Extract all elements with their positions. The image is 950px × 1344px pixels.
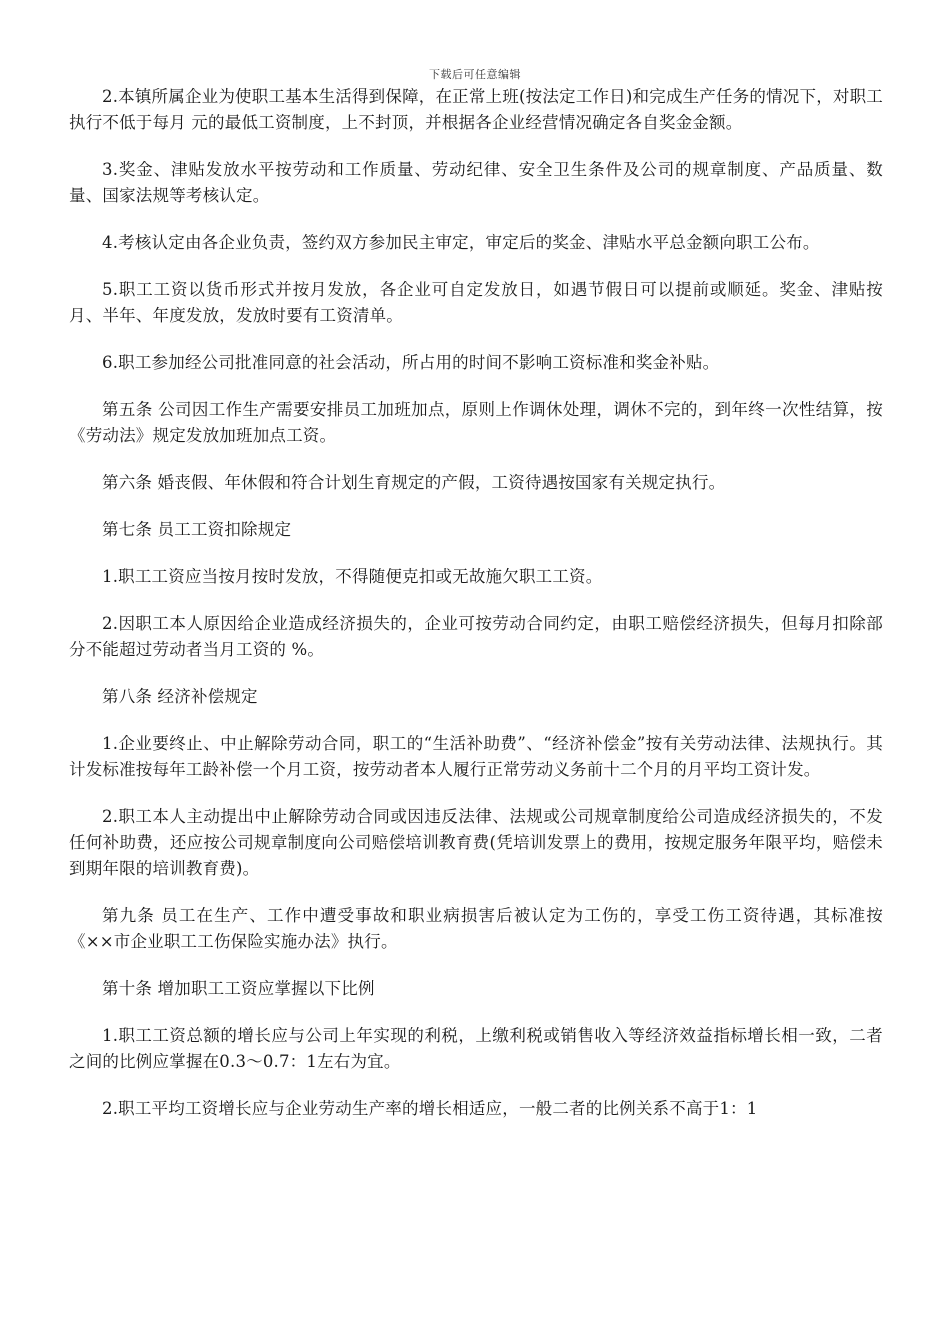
article-8-heading: 第八条 经济补偿规定 bbox=[102, 687, 258, 706]
paragraph-item-2-min-wage: 2.本镇所属企业为使职工基本生活得到保障，在正常上班(按法定工作日)和完成生产任务的情况下，对职工执行不低于每月 元的最低工资制度，上不封顶，并根据各企业经营情况确定各自奖金金额。 bbox=[69, 87, 883, 132]
article-8-item-2: 2.职工本人主动提出中止解除劳动合同或因违反法律、法规或公司规章制度给公司造成经济损失的，不发任何补助费，还应按公司规章制度向公司赔偿培训教育费(凭培训发票上的费用，按规定服务年限平均，赔偿未到期年限的培训教育费)。 bbox=[69, 807, 883, 878]
paragraph-item-5-payment: 5.职工工资以货币形式并按月发放，各企业可自定发放日，如遇节假日可以提前或顺延。奖金、津贴按月、半年、年度发放，发放时要有工资清单。 bbox=[69, 280, 883, 325]
paragraph-item-4-assessment: 4.考核认定由各企业负责，签约双方参加民主审定，审定后的奖金、津贴水平总金额向职工公布。 bbox=[102, 233, 820, 252]
header-note: 下载后可任意编辑 bbox=[429, 68, 521, 81]
article-9-injury: 第九条 员工在生产、工作中遭受事故和职业病损害后被认定为工伤的，享受工伤工资待遇，其标准按《××市企业职工工伤保险实施办法》执行。 bbox=[69, 906, 883, 951]
article-5-overtime: 第五条 公司因工作生产需要安排员工加班加点，原则上作调休处理，调休不完的，到年终一次性结算，按《劳动法》规定发放加班加点工资。 bbox=[69, 400, 883, 445]
article-10-item-2: 2.职工平均工资增长应与企业劳动生产率的增长相适应，一般二者的比例关系不高于1：1 bbox=[102, 1099, 758, 1118]
article-10-item-1: 1.职工工资总额的增长应与公司上年实现的利税，上缴利税或销售收入等经济效益指标增长相一致，二者之间的比例应掌握在0.3～0.7：1左右为宜。 bbox=[69, 1026, 883, 1071]
article-8-item-1: 1.企业要终止、中止解除劳动合同，职工的“生活补助费”、“经济补偿金”按有关劳动法律、法规执行。其计发标准按每年工龄补偿一个月工资，按劳动者本人履行正常劳动义务前十二个月的月平均工资计发。 bbox=[69, 734, 883, 779]
paragraph-item-6-social-activity: 6.职工参加经公司批准同意的社会活动，所占用的时间不影响工资标准和奖金补贴。 bbox=[102, 353, 720, 372]
paragraph-item-3-bonus-level: 3.奖金、津贴发放水平按劳动和工作质量、劳动纪律、安全卫生条件及公司的规章制度、产品质量、数量、国家法规等考核认定。 bbox=[69, 160, 883, 205]
article-10-heading: 第十条 增加职工工资应掌握以下比例 bbox=[102, 979, 375, 998]
article-7-item-2: 2.因职工本人原因给企业造成经济损失的，企业可按劳动合同约定，由职工赔偿经济损失，但每月扣除部分不能超过劳动者当月工资的 %。 bbox=[69, 614, 883, 659]
article-7-heading: 第七条 员工工资扣除规定 bbox=[102, 520, 292, 539]
article-6-leave: 第六条 婚丧假、年休假和符合计划生育规定的产假，工资待遇按国家有关规定执行。 bbox=[102, 473, 726, 492]
article-7-item-1: 1.职工工资应当按月按时发放，不得随便克扣或无故施欠职工工资。 bbox=[102, 567, 603, 586]
document-body bbox=[69, 84, 883, 1143]
